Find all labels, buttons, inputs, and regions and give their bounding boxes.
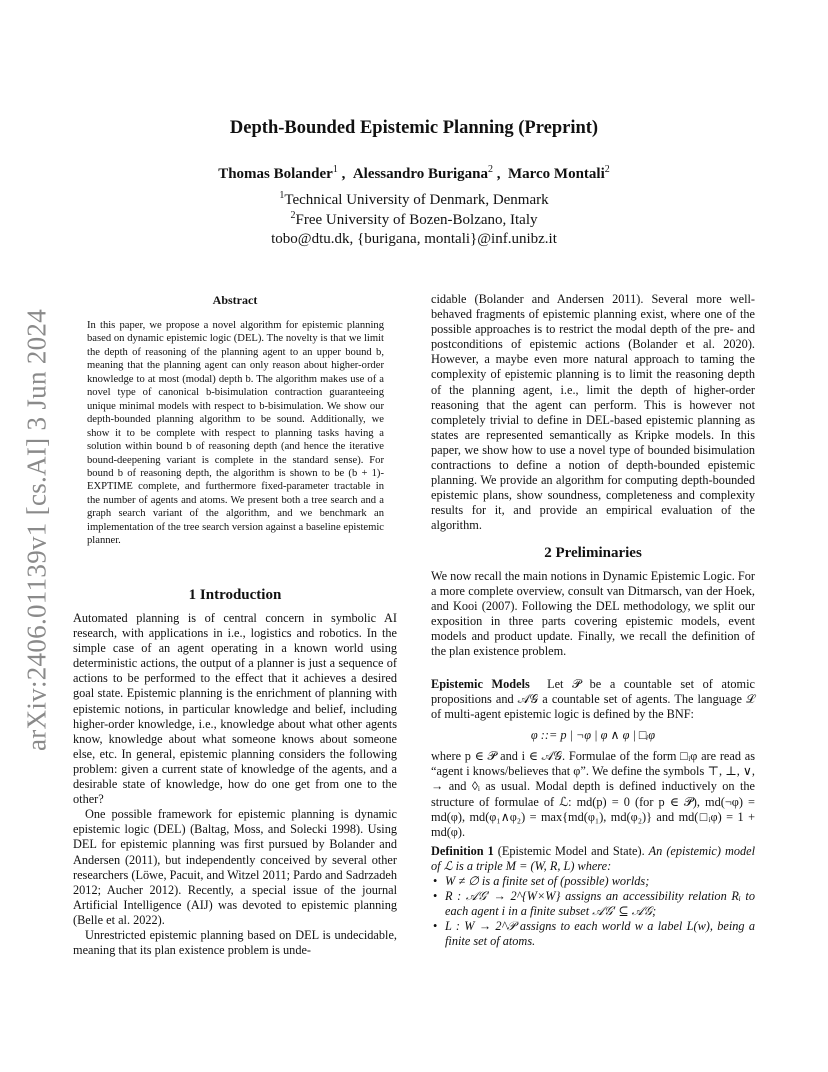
right-column-intro — [431, 292, 755, 534]
affiliation: $^1$Technical University of Denmark, Denmark — [279, 190, 549, 208]
affiliation: $^2$Free University of Bozen-Bolzano, Italy — [290, 210, 538, 228]
definition-list — [431, 874, 755, 949]
paragraph: where p ∈ 𝒫 and i ∈ 𝒜𝒢. Formulae of the form □ᵢφ are read as “agent i knows/believes that φ”. We define the symbols ⊤, ⊥, ∨, → and ◊ᵢ as usual. Modal depth is defined inductively on the structure of formulae of ℒ: md(p) = 0 (for p ∈ 𝒫), md(¬φ) = md(φ), md(φ₁∧φ₂) = max{md(φ₁), md(φ₂)} and md(□ᵢφ) = 1 + md(φ). — [431, 749, 755, 839]
arxiv-id: arXiv:2406.01139v1 [cs.AI] 3 Jun 2024 — [21, 308, 52, 752]
prelim-body — [431, 569, 755, 660]
author-name: Marco Montali — [507, 166, 605, 182]
definition-title: (Epistemic Model and State). — [497, 843, 645, 858]
abstract-text: In this paper, we propose a novel algorithm for epistemic planning based on dynamic epistemic logic (DEL). The novelty is that we limit the depth of reasoning of the planning agent to an upper bound b, meaning that the planning agent can only reason about higher-order knowledge to at most (modal) depth b. The algorithm makes use of a novel type of canonical b-bisimulation contraction guaranteeing unique minimal models with respect to b-bisimulation. We show our depth-bounded planning algorithm to be sound. Additionally, we show it to be complete with respect to planning tasks having a solution within bound b of reasoning depth (and hence the iterative bound-deepening variant is complete in the standard sense). For bound b of reasoning depth, the algorithm is shown to be (b + 1)-EXPTIME complete, and furthermore fixed-parameter tractable in the number of agents and atoms. We present both a tree search and a graph search variant of the algorithm, and we benchmark an implementation of the tree search version against a baseline epistemic planner. — [87, 320, 384, 547]
paragraph: One possible framework for epistemic planning is dynamic epistemic logic (DEL) (Baltag, Moss, and Solecki 1998). Using DEL for epistemic planning was first pursued by Bolander and Andersen (2011), but independently conceived by several other researchers (Löwe, Pacuit, and Witzel 2011; Pardo and Sadrzadeh 2012; Aucher 2012). Recently, a special issue of the journal Artificial Intelligence (AIJ) was devoted to epistemic planning (Belle et al. 2022). — [73, 807, 397, 927]
paragraph: We now recall the main notions in Dynamic Epistemic Logic. For a more complete overview, consult van Ditmarsch, van der Hoek, and Kooi (2007). Following the DEL methodology, we split our exposition in three parts covering epistemic models, event models and product update. Finally, we recall the definition of the plan existence problem. — [431, 569, 755, 659]
arxiv-sidebar — [22, 300, 52, 760]
author-name: Alessandro Burigana — [352, 166, 488, 182]
abstract-heading: Abstract — [212, 293, 258, 307]
author-emails: tobo@dtu.dk, {burigana, montali}@inf.unibz.it — [271, 231, 557, 247]
paragraph: cidable (Bolander and Andersen 2011). Several more well-behaved fragments of epistemic planning exist, where one of the possible approaches is to restrict the modal depth of the pre- and postconditions of epistemic actions (Bolander et al. 2020). However, a maybe even more natural approach to taming the complexity of epistemic planning is to limit the reasoning depth of the planning agent, i.e., limit the depth of higher-order reasoning that the agent can perform. This is however not completely trivial to define in DEL-based epistemic planning as states are represented semantically as Kripke models. In this paper, we show how to use a novel type of bounded bisimulation contractions to define a notion of depth-bounded epistemic planning. We provide an algorithm for computing depth-bounded epistemic plans, show soundness, completeness and complexity results for it, and provide an empirical evaluation of the algorithm. — [431, 292, 755, 533]
paragraph: Automated planning is of central concern in symbolic AI research, with applications in i.e., logistics and robotics. In the simple case of an agent operating in a known world using deterministic actions, the output of a planner is just a sequence of actions to be performed to the effect that it achieves a desired goal state. Epistemic planning is the enrichment of planning with epistemic notions, in particular knowledge and belief, including higher-order knowledge, i.e., knowledge about what other agents know, knowledge about what someone knows about someone else, etc. In general, epistemic planning considers the following problem: given a current state of knowledge of the agents, and a desirable state of knowledge, how do one get from one to the other? — [73, 611, 397, 807]
intro-body — [73, 611, 397, 958]
list-item: • L : W → 2^𝒫 assigns to each world w a label L(w), being a finite set of atoms. — [445, 919, 755, 949]
paragraph: Epistemic Models Let 𝒫 be a countable set of atomic propositions and 𝒜𝒢 a countable set of agents. The language ℒ of multi-agent epistemic logic is defined by the BNF: — [431, 677, 755, 722]
bnf-formula: φ ::= p | ¬φ | φ ∧ φ | □ᵢφ — [530, 728, 656, 743]
section-heading: 2 Preliminaries — [544, 545, 642, 561]
section-heading: 1 Introduction — [188, 587, 282, 603]
list-item: • W ≠ ∅ is a finite set of (possible) worlds; — [445, 874, 755, 889]
author-name: Thomas Bolander — [218, 166, 333, 182]
author-list: Thomas Bolander$^1$ , Alessandro Burigana$^2$ , Marco Montali$^2$ — [218, 164, 610, 182]
definition: Definition 1 (Epistemic Model and State). An (epistemic) model of ℒ is a triple M = (W, R, L) where: — [431, 843, 755, 873]
epistemic-models-block — [431, 677, 755, 950]
paper-title: Depth-Bounded Epistemic Planning (Preprint) — [229, 118, 599, 138]
definition-label: Definition 1 — [431, 843, 494, 858]
list-item: • R : 𝒜𝒢′ → 2^{W×W} assigns an accessibility relation Rᵢ to each agent i in a finite subset 𝒜𝒢′ ⊆ 𝒜𝒢; — [445, 889, 755, 919]
paragraph: Unrestricted epistemic planning based on DEL is undecidable, meaning that its plan existence problem is unde- — [73, 927, 397, 958]
paragraph-runin-heading: Epistemic Models — [431, 677, 530, 691]
